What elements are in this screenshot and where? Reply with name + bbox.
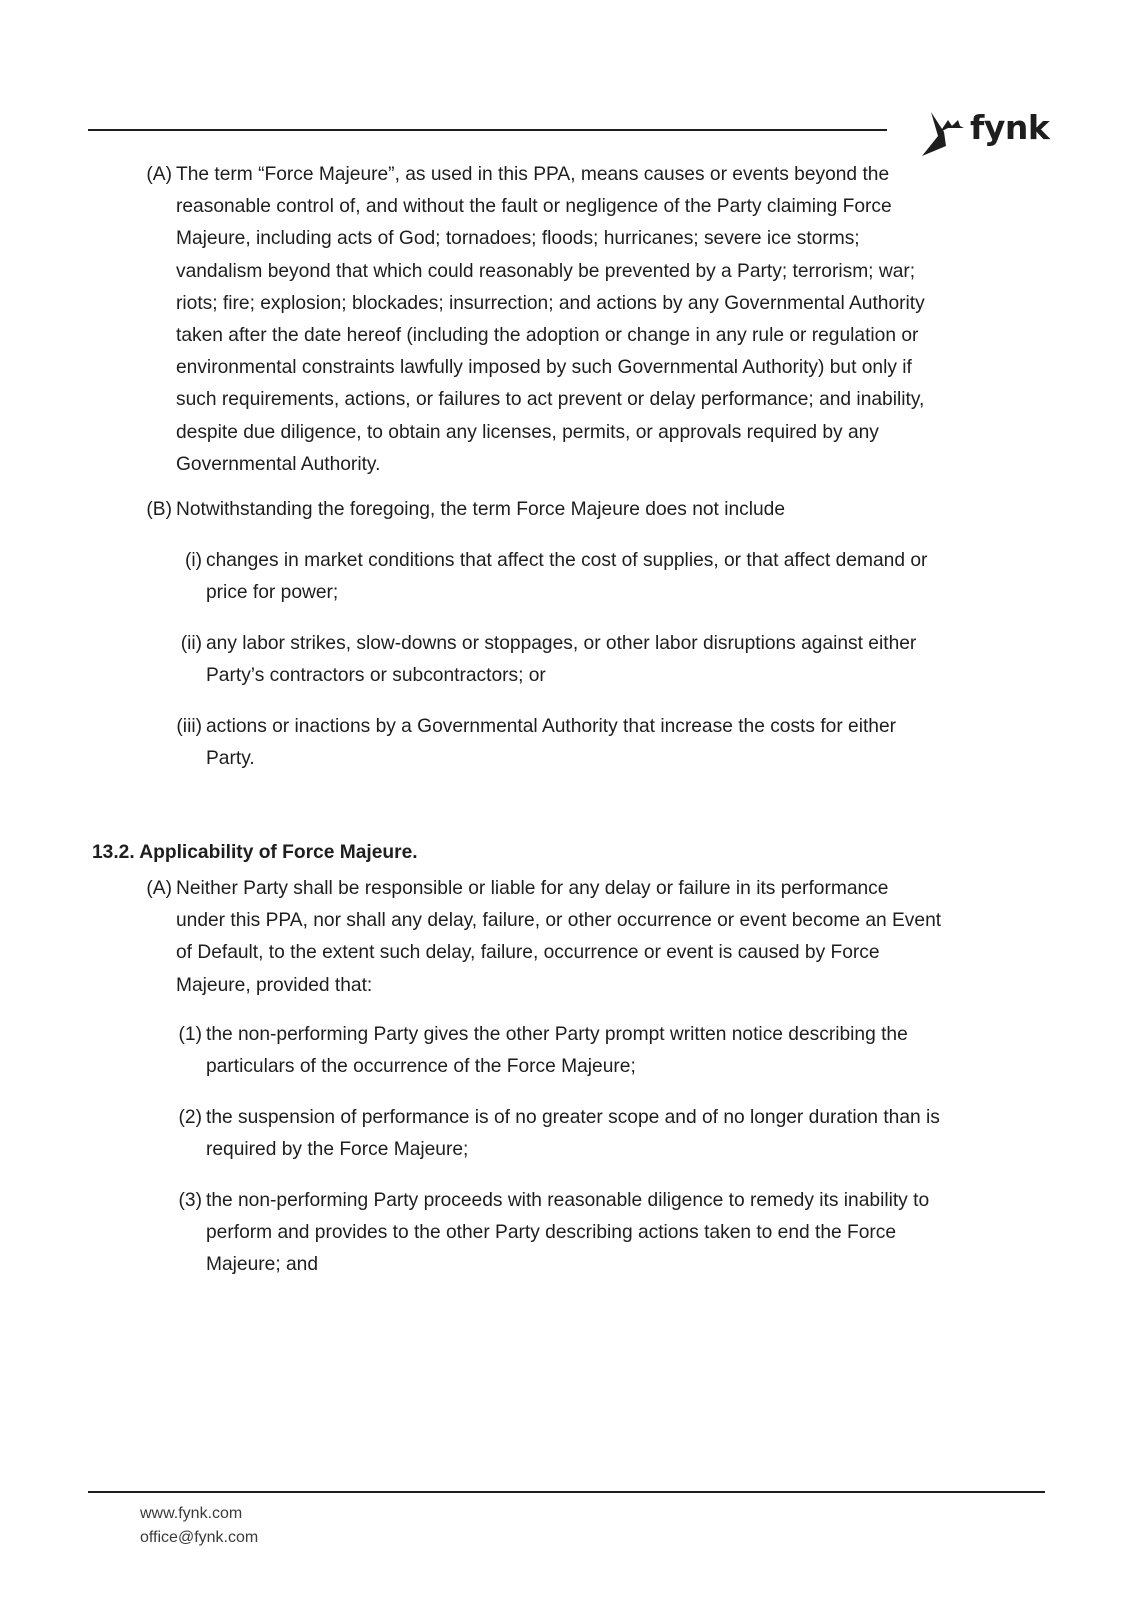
- force-majeure-definition: [176, 159, 925, 481]
- item-marker-a: (A): [146, 878, 172, 899]
- text-line: the non-performing Party gives the other Party prompt written notice describing the: [206, 1024, 908, 1045]
- condition-reasonable-diligence: [206, 1185, 929, 1282]
- condition-suspension-scope: [206, 1102, 940, 1166]
- bird-logo-icon: [918, 106, 968, 156]
- condition-prompt-notice: [206, 1019, 908, 1083]
- exclusion-labor-strikes: [206, 628, 916, 692]
- text-line: Governmental Authority.: [176, 453, 381, 475]
- condition-marker-3: (3): [178, 1190, 202, 1211]
- text-line: Party’s contractors or subcontractors; or: [206, 665, 546, 687]
- text-line: Majeure; and: [206, 1254, 318, 1276]
- exclusion-governmental-actions: [206, 711, 896, 775]
- subitem-marker-ii: (ii): [180, 633, 202, 654]
- text-line: the suspension of performance is of no greater scope and of no longer duration than is: [206, 1107, 940, 1128]
- text-line: required by the Force Majeure;: [206, 1139, 469, 1161]
- footer-divider: [88, 1491, 1045, 1493]
- text-line: changes in market conditions that affect the cost of supplies, or that affect demand or: [206, 550, 928, 571]
- subitem-marker-i: (i): [184, 550, 202, 571]
- text-line: vandalism beyond that which could reasonably be prevented by a Party; terrorism; war;: [176, 260, 916, 282]
- item-marker-b: (B): [146, 499, 172, 520]
- section-heading: 13.2. Applicability of Force Majeure.: [92, 842, 418, 863]
- text-line: particulars of the occurrence of the Force Majeure;: [206, 1056, 636, 1078]
- text-line: Notwithstanding the foregoing, the term Force Majeure does not include: [176, 499, 786, 520]
- text-line: Neither Party shall be responsible or liable for any delay or failure in its performance: [176, 878, 889, 899]
- item-marker-a: (A): [146, 164, 172, 185]
- text-line: environmental constraints lawfully imposed by such Governmental Authority) but only if: [176, 357, 912, 379]
- condition-marker-1: (1): [178, 1024, 202, 1045]
- footer-email: office@fynk.com: [140, 1529, 259, 1546]
- logo-wordmark: fynk: [970, 108, 1050, 147]
- text-line: riots; fire; explosion; blockades; insurrection; and actions by any Governmental Authority: [176, 292, 925, 314]
- condition-marker-2: (2): [178, 1107, 202, 1128]
- force-majeure-applicability: [176, 873, 941, 1002]
- text-line: any labor strikes, slow-downs or stoppages, or other labor disruptions against either: [206, 633, 917, 654]
- text-line: perform and provides to the other Party describing actions taken to end the Force: [206, 1222, 897, 1244]
- text-line: Party.: [206, 748, 255, 770]
- text-line: price for power;: [206, 582, 339, 604]
- force-majeure-exclusions-intro: [176, 494, 785, 526]
- exclusion-market-conditions: [206, 545, 927, 609]
- text-line: under this PPA, nor shall any delay, failure, or other occurrence or event become an Event: [176, 910, 942, 932]
- fynk-logo: [918, 104, 1048, 158]
- text-line: of Default, to the extent such delay, failure, occurrence or event is caused by Force: [176, 942, 880, 964]
- text-line: such requirements, actions, or failures to act prevent or delay performance; and inability,: [176, 389, 925, 411]
- text-line: taken after the date hereof (including the adoption or change in any rule or regulation or: [176, 325, 919, 347]
- text-line: despite due diligence, to obtain any licenses, permits, or approvals required by any: [176, 421, 879, 443]
- text-line: actions or inactions by a Governmental Authority that increase the costs for either: [206, 716, 897, 737]
- subitem-marker-iii: (iii): [176, 716, 202, 737]
- text-line: Majeure, including acts of God; tornadoes; floods; hurricanes; severe ice storms;: [176, 228, 860, 250]
- text-line: The term “Force Majeure”, as used in this PPA, means causes or events beyond the: [176, 164, 890, 185]
- footer-website: www.fynk.com: [140, 1505, 243, 1522]
- header-divider: [88, 129, 887, 131]
- text-line: reasonable control of, and without the fault or negligence of the Party claiming Force: [176, 196, 892, 218]
- text-line: the non-performing Party proceeds with reasonable diligence to remedy its inability to: [206, 1190, 930, 1211]
- text-line: Majeure, provided that:: [176, 974, 373, 996]
